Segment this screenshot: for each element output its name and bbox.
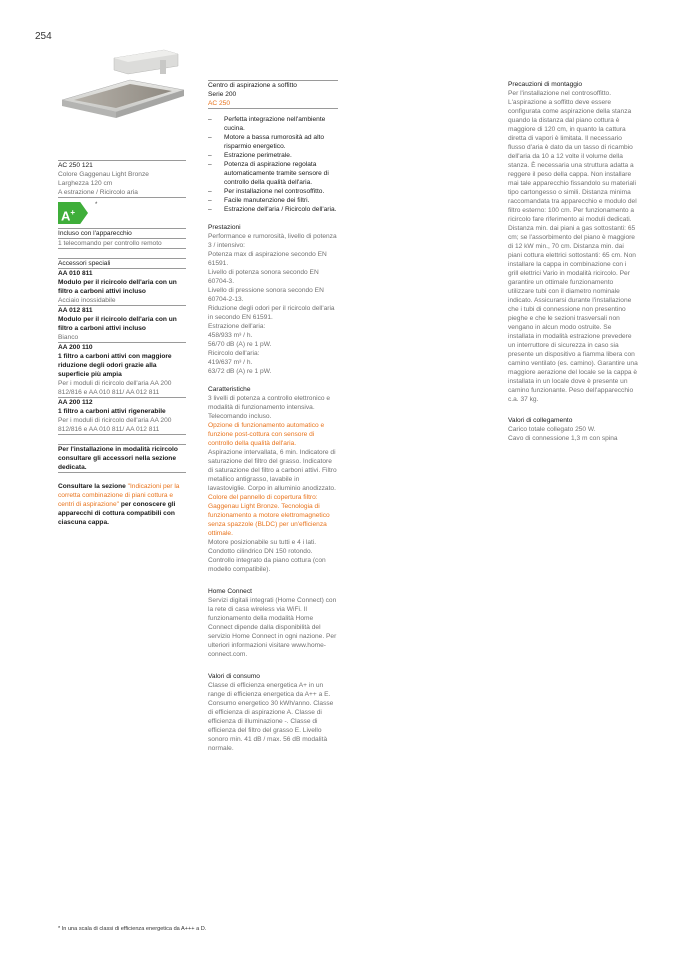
collegamento-line: Carico totale collegato 250 W. xyxy=(508,426,596,433)
accessory-code: AA 200 112 xyxy=(58,399,93,406)
feature-item: – Per installazione nel controsoffitto. xyxy=(208,187,338,196)
accessory-item xyxy=(58,269,186,305)
footnote: * In una scala di classi di efficienza energetica da A+++ a D. xyxy=(58,926,207,932)
included-item: 1 telecomando per controllo remoto xyxy=(58,240,162,247)
accessory-code: AA 200 110 xyxy=(58,344,93,351)
energy-class: A xyxy=(61,208,71,224)
page-number: 254 xyxy=(35,31,52,42)
accessory-note: Bianco xyxy=(58,334,79,341)
feature-item: – Potenza di aspirazione regolata automaticamente tramite sensore di controllo della qualità dell'aria. xyxy=(208,160,338,187)
caratteristiche-heading: Caratteristiche xyxy=(208,386,251,393)
accessories-heading: Accessori speciali xyxy=(58,260,111,267)
feature-item: – Facile manutenzione dei filtri. xyxy=(208,196,338,205)
collegamento-line: Cavo di connessione 1,3 m con spina xyxy=(508,435,618,442)
accessory-text: 1 filtro a carboni attivi rigenerabile xyxy=(58,408,166,415)
accessory-code: AA 010 811 xyxy=(58,270,93,277)
main-description-column xyxy=(208,80,338,753)
ceiling-hood-image xyxy=(60,40,186,150)
accessory-item xyxy=(58,343,186,397)
product-info-column xyxy=(58,160,186,527)
collegamento-heading: Valori di collegamento xyxy=(508,417,573,424)
accessory-note: Per i moduli di ricircolo dell'aria AA 200 812/816 e AA 010 811/ AA 012 811 xyxy=(58,417,172,433)
included-heading: Incluso con l'apparecchio xyxy=(58,230,132,237)
installation-column xyxy=(508,80,638,443)
montaggio-text: Per l'installazione nel controsoffitto. L'aspirazione a soffitto deve essere configurata come aspirazione della stanza quando la distanza dal piano cottura è maggiore di 120 cm, in quanto la cattura diretta di vapori è limitata. Il necessario flusso d'aria è dato da un tasso di ricambio dell'aria da 10 a 12 volte il volume della stanza. È necessaria una struttura adatta a reggere il peso della cappa. Non installare mai tale apparecchio fissandolo su materiali tipo cartongesso o simili. Distanza minima raccomandata tra apparecchio e modulo del filtro esterno: 100 cm. Per funzionamento a ricircolo fare riferimento ai moduli dedicati. Distanza min. dai piani a gas sottostanti: 65 cm; se l'assorbimento del piano è maggiore di 12 kW min., 70 cm. Distanza min. dai piani cottura elettrici sottostanti: 65 cm. Non installare la cappa in combinazione con i grill elettrici Vario in modalità ricircolo. Per garantire un ottimale funzionamento utilizzare tubi con il diametro nominale indicato. Assicurarsi durante l'installazione che i tubi di connessione non presentino pieghe e che le sezioni trasversali non vengano in alcun modo ostruite. Se installata in modalità estrazione prevedere un interruttore di sicurezza in caso sia presente un dispositivo a fiamma libera con camino ventilato (es. camino). Garantire una maggiore aerazione del locale se la cappa è installata in un locale dove è presente un camino funzionante. Peso dell'apparecchio c.a. 37 kg. xyxy=(508,90,638,403)
feature-list xyxy=(208,115,338,214)
accessory-item xyxy=(58,398,186,434)
series-title-1: Centro di aspirazione a soffitto xyxy=(208,82,297,89)
feature-item: – Motore a bassa rumorosità ad alto risparmio energetico. xyxy=(208,133,338,151)
install-note: Per l'installazione in modalità ricircolo consultare gli accessori nella sezione dedicata. xyxy=(58,446,178,471)
feature-item: – Perfetta integrazione nell'ambiente cucina. xyxy=(208,115,338,133)
accessory-text: Modulo per il ricircolo dell'aria con un filtro a carboni attivi incluso xyxy=(58,316,177,332)
home-connect-text: Servizi digitali integrati (Home Connect) con la rete di casa wireless via WiFi. Il funzionamento della modalità Home Connect dipende dalla disponibilità del servizio Home Connect in ogni nazione. Per ulteriori informazioni visitare www.home-connect.com. xyxy=(208,597,337,658)
energy-plus: + xyxy=(70,208,76,217)
feature-item: – Estrazione dell'aria / Ricircolo dell'aria. xyxy=(208,205,338,214)
consult-note: Consultare la sezione "Indicazioni per la corretta combinazione di piani cottura e centri di aspirazione" per conoscere gli apparecchi di cottura compatibili con ciascuna cappa. xyxy=(58,483,180,526)
feature-item: – Estrazione perimetrale. xyxy=(208,151,338,160)
home-connect-heading: Home Connect xyxy=(208,588,252,595)
caratteristiche-block: 3 livelli di potenza a controllo elettronico e modalità di funzionamento intensiva. Telecomando incluso. Opzione di funzionamento automatico e funzione post-cottura con sensore di controllo della qualità dell'aria. Aspirazione intervallata, 6 min. Indicatore di saturazione del filtro del grasso. Indicatore di saturazione del filtro a carboni attivi. Filtro metallico antigrasso, lavabile in lavastoviglie. Corpo in alluminio anodizzato. Colore del pannello di copertura filtro: Gaggenau Light Bronze. Tecnologia di funzionamento a motore elettromagnetico senza spazzole (BLDC) per un'efficienza ottimale. Motore posizionabile su tutti e 4 i lati. Condotto cilindrico DN 150 rotondo. Controllo integrato da piano cottura (con modello compatibile). xyxy=(208,395,337,573)
prestazioni-block: Performance e rumorosità, livello di potenza 3 / intensivo: Potenza max di aspirazione secondo EN 61591. Livello di potenza sonora secondo EN 60704-3. Livello di pressione sonora secondo EN 60704-2-13. Riduzione degli odori per il ricircolo dell'aria in secondo EN 61591. Estrazione dell'aria: 458/933 m³ / h. 56/70 dB (A) re 1 pW. Ricircolo dell'aria: 419/637 m³ / h. 63/72 dB (A) re 1 pW. xyxy=(208,233,337,375)
consumo-text: Classe di efficienza energetica A+ in un range di efficienza energetica da A++ a E. Consumo energetico 30 kWh/anno. Classe di efficienza di aspirazione A. Classe di efficienza di illuminazione -. Classe di efficienza del filtro del grasso E. Livello sonoro min. 41 dB / max. 56 dB modalità normale. xyxy=(208,682,334,752)
accessory-text: Modulo per il ricircolo dell'aria con un filtro a carboni attivi incluso xyxy=(58,279,177,295)
prestazioni-heading: Prestazioni xyxy=(208,224,241,231)
model-name: AC 250 xyxy=(208,100,230,107)
accessory-text: 1 filtro a carboni attivi con maggiore riduzione degli odori grazie alla superficie più ampia xyxy=(58,353,172,378)
accessory-code: AA 012 811 xyxy=(58,307,93,314)
energy-footnote-marker: * xyxy=(95,202,98,208)
consumo-heading: Valori di consumo xyxy=(208,673,260,680)
series-title-2: Serie 200 xyxy=(208,91,237,98)
montaggio-heading: Precauzioni di montaggio xyxy=(508,81,583,88)
product-desc-3: A estrazione / Ricircolo aria xyxy=(58,189,138,196)
combination-link[interactable]: "Indicazioni per la corretta combinazione di piani cottura e centri di aspirazione" xyxy=(58,483,180,508)
accessory-note: Per i moduli di ricircolo dell'aria AA 200 812/816 e AA 010 811/ AA 012 811 xyxy=(58,380,172,396)
product-code: AC 250 121 xyxy=(58,162,93,169)
accessory-item xyxy=(58,306,186,342)
product-desc-2: Larghezza 120 cm xyxy=(58,180,113,187)
energy-label xyxy=(58,202,98,224)
accessory-note: Acciaio inossidabile xyxy=(58,297,116,304)
product-desc-1: Colore Gaggenau Light Bronze xyxy=(58,171,149,178)
